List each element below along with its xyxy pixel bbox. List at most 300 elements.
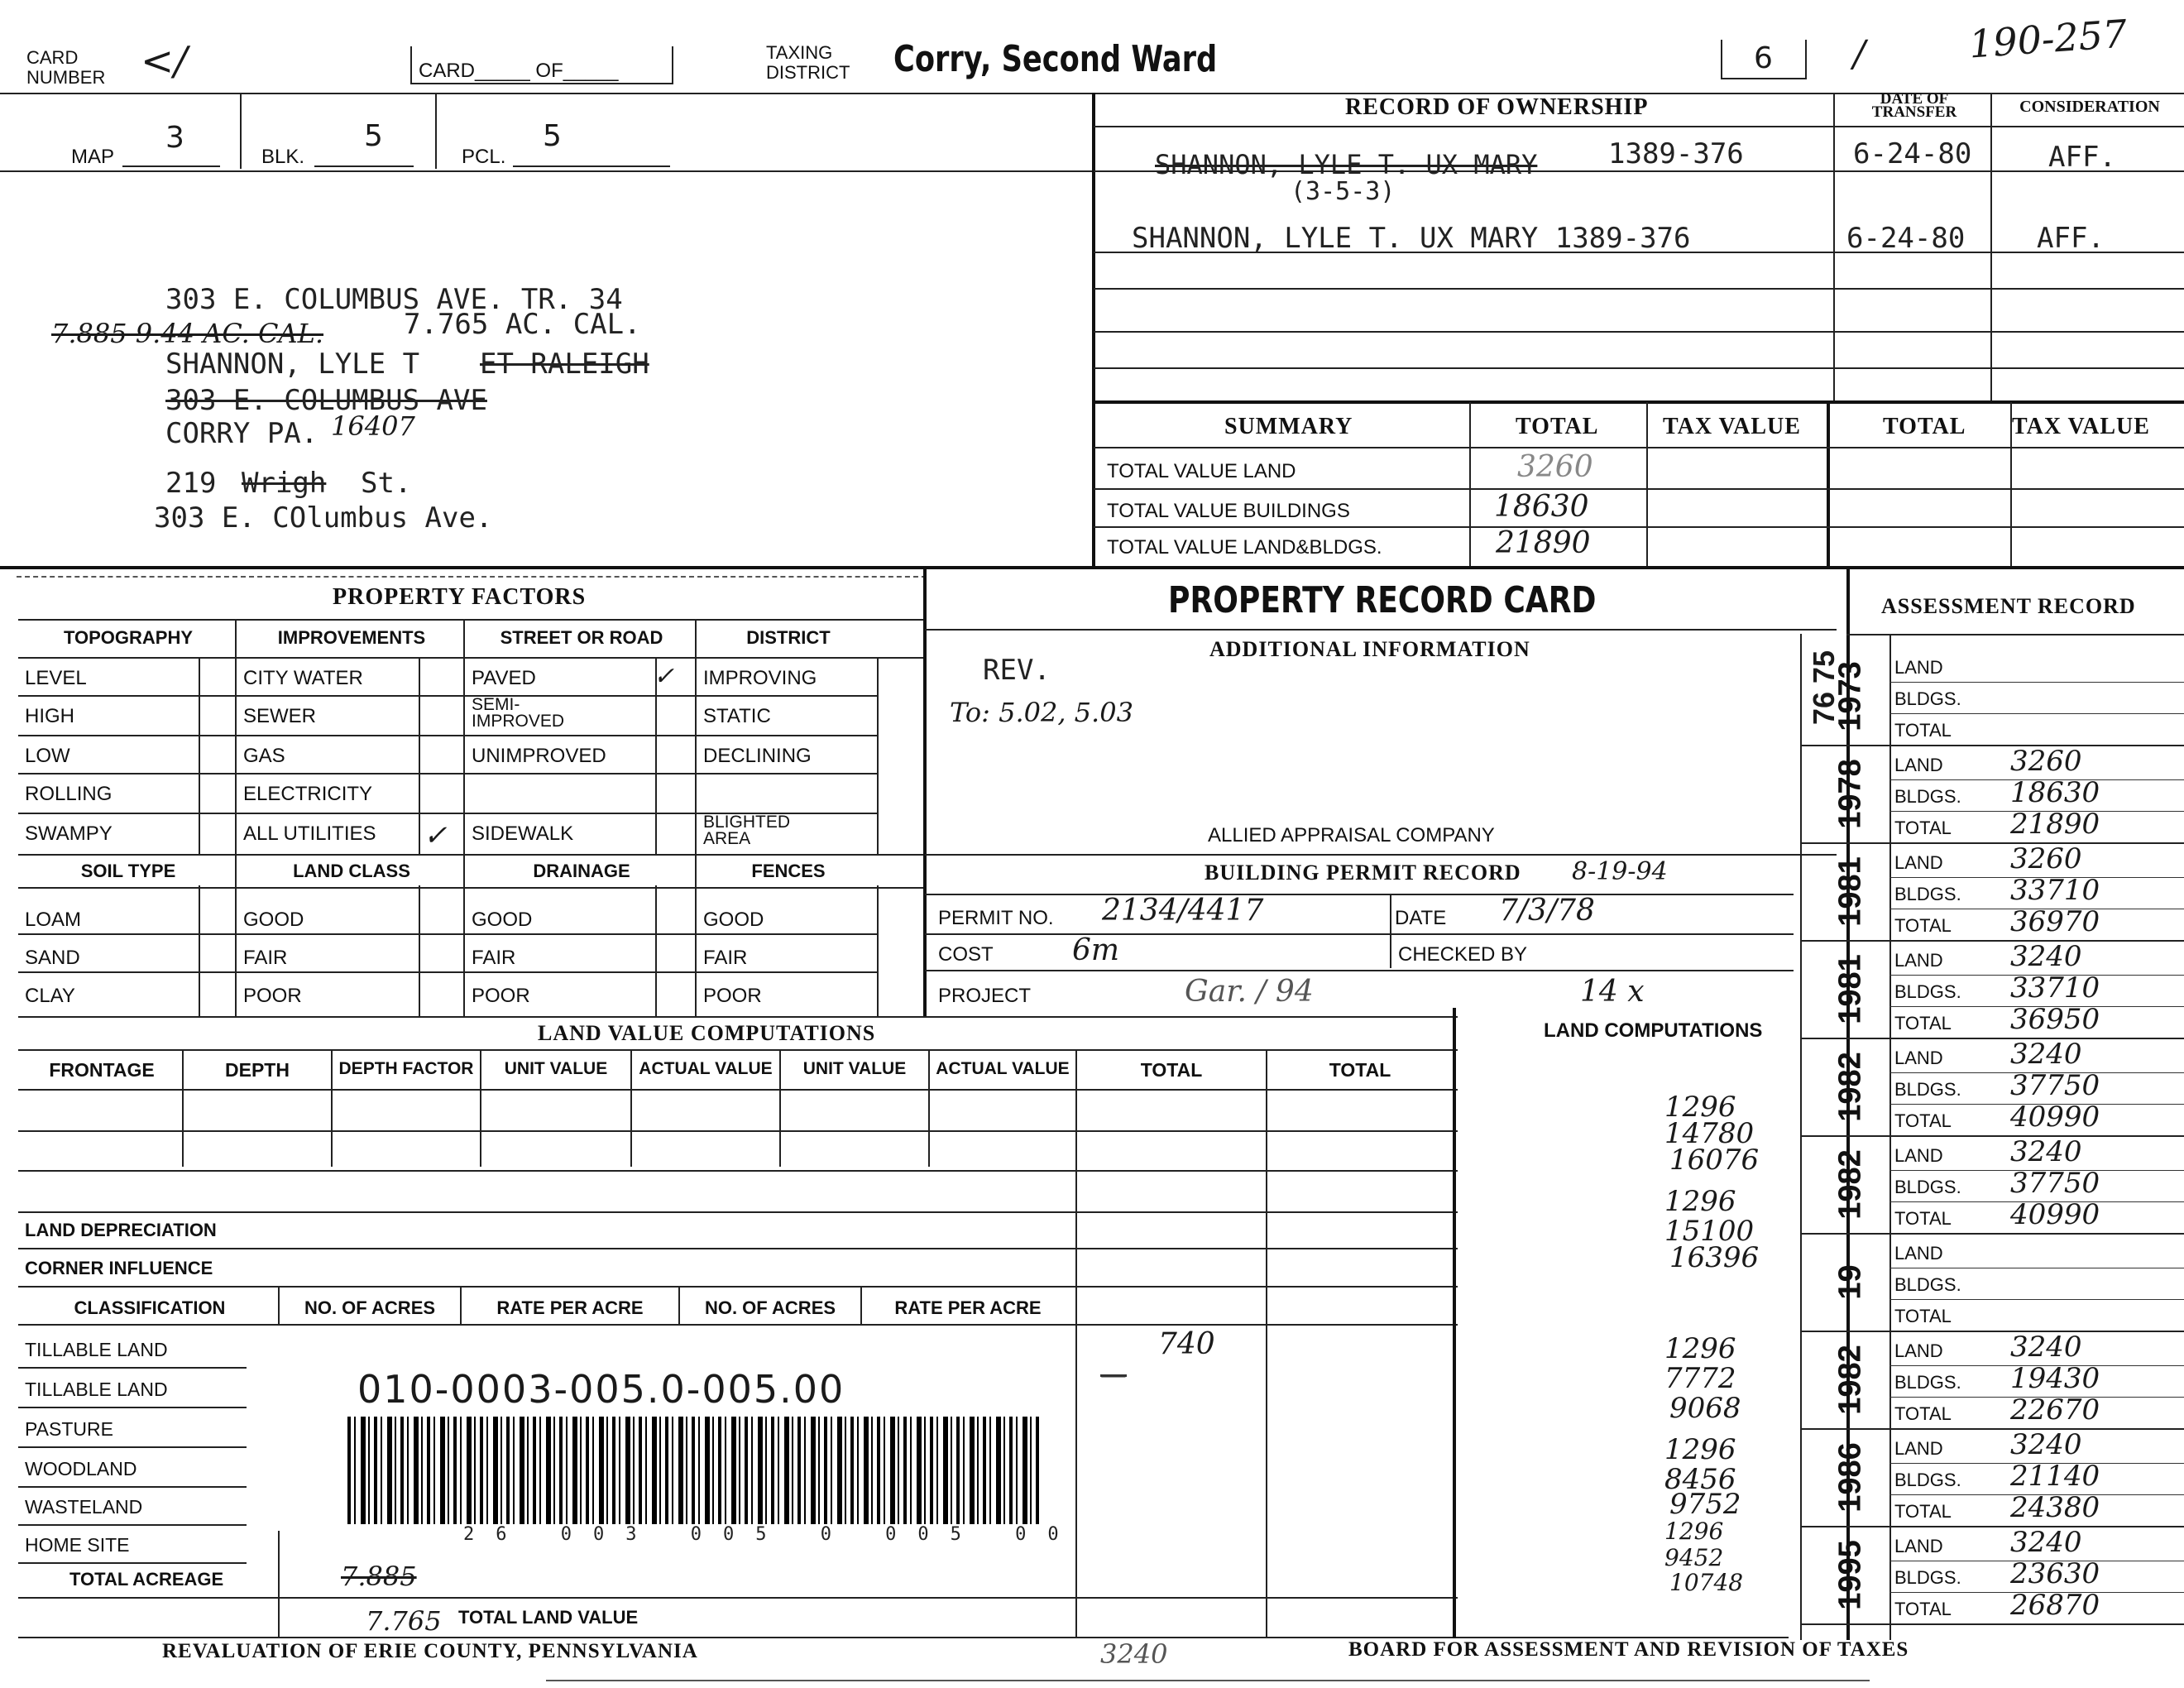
assessment-year-2: 1981	[1832, 856, 1868, 927]
assessment-land-label-7: LAND	[1894, 1340, 1943, 1361]
lv-row-rule-5	[18, 1286, 1458, 1288]
land-comp-value-11: 9752	[1669, 1488, 1741, 1521]
land-value-title: LAND VALUE COMPUTATIONS	[538, 1021, 876, 1045]
lv-row-rule-1	[18, 1130, 1458, 1132]
land-depreciation-label: LAND DEPRECIATION	[25, 1220, 217, 1240]
class-label-2: PASTURE	[25, 1418, 113, 1440]
land-value-top-rule	[18, 1016, 1458, 1018]
class-header-2: RATE PER ACRE	[496, 1297, 644, 1318]
permit-checked-label: CHECKED BY	[1398, 943, 1528, 966]
pf-check-line-7	[199, 885, 200, 1018]
permit-cost-label: COST	[938, 943, 994, 966]
lv-header-3: UNIT VALUE	[504, 1059, 608, 1078]
tillable-total-struck: —	[1100, 1359, 1127, 1390]
address-zip: 16407	[331, 410, 415, 442]
pf-check-line-4	[419, 885, 420, 1018]
assessment-year-line	[1800, 634, 1802, 1640]
land-comp-value-0: 1296	[1664, 1091, 1736, 1124]
assessment-year-5: 1982	[1832, 1149, 1868, 1220]
land-comp-value-13: 9452	[1664, 1544, 1724, 1571]
class-header-rule	[18, 1324, 1458, 1326]
allied-appraisal: ALLIED APPRAISAL COMPANY	[1208, 824, 1495, 846]
summary-rule-2	[1094, 526, 2184, 528]
lv-row-rule-4	[18, 1248, 1458, 1249]
paved-check: ✓	[654, 662, 675, 691]
map-row-rule	[0, 170, 1094, 172]
pf2-cell-1-0: SAND	[25, 947, 80, 969]
address-line-7: 303 E. COlumbus Ave.	[154, 501, 493, 535]
assessment-bldgs-label-5: BLDGS.	[1894, 1177, 1961, 1197]
assessment-title: ASSESSMENT RECORD	[1881, 594, 2136, 618]
assessment-total-label-2: TOTAL	[1894, 915, 1952, 936]
class-header-1: NO. OF ACRES	[304, 1297, 436, 1318]
lv-header-5: UNIT VALUE	[802, 1059, 907, 1078]
summary-divider-2	[1646, 402, 1648, 566]
pf-row-rule-1	[18, 695, 879, 697]
ref-number: 190-257	[1967, 11, 2129, 67]
land-comp-value-14: 10748	[1669, 1569, 1744, 1596]
assessment-year-1: 1978	[1832, 759, 1868, 829]
lv-col-line-7	[1075, 1051, 1077, 1638]
tillable-total: 740	[1158, 1327, 1215, 1361]
assessment-land-value-1: 3260	[2010, 745, 2082, 778]
ward-number: 6	[1754, 41, 1773, 75]
pcl-underline	[513, 165, 670, 167]
assessment-block-rule-3	[1800, 1038, 2184, 1039]
pf-row-rule-2	[18, 735, 879, 736]
pf-cell-2-1: GAS	[243, 745, 285, 767]
assessment-total-value-1: 21890	[2010, 808, 2100, 841]
assessment-total-value-3: 36950	[2010, 1003, 2100, 1036]
permit-row-rule-2	[925, 970, 1794, 971]
assessment-land-value-7: 3240	[2010, 1331, 2082, 1364]
assessment-bldgs-label-2: BLDGS.	[1894, 884, 1961, 904]
assessment-year-4: 1982	[1832, 1052, 1868, 1122]
pf-cell-1-0: HIGH	[25, 705, 74, 727]
taxing-district-label: TAXING DISTRICT	[766, 42, 850, 83]
assessment-total-label-0: TOTAL	[1894, 720, 1952, 741]
pf2-cell-2-3: POOR	[703, 985, 762, 1007]
assessment-land-value-9: 3240	[2010, 1526, 2082, 1559]
assessment-extra-1975: 76 75	[1807, 650, 1842, 726]
lv-header-1: DEPTH	[225, 1059, 290, 1081]
permit-project-label: PROJECT	[938, 985, 1032, 1007]
assessment-year-3: 1981	[1832, 954, 1868, 1024]
permit-date-label: DATE	[1395, 907, 1447, 929]
pf2-cell-1-2: FAIR	[472, 947, 516, 969]
summary-row-total-label: TOTAL VALUE LAND&BLDGS.	[1107, 536, 1382, 559]
summary-total-header-1: TOTAL	[1516, 414, 1599, 439]
assessment-block-rule-7	[1800, 1428, 2184, 1430]
assessment-land-label-4: LAND	[1894, 1048, 1943, 1068]
permit-project: Gar. / 94	[1185, 975, 1314, 1009]
address-line-1: 303 E. COLUMBUS AVE. TR. 34	[165, 283, 623, 316]
land-comp-value-8: 9068	[1669, 1392, 1741, 1425]
assessment-total-label-4: TOTAL	[1894, 1110, 1952, 1131]
permit-project-note: 14 x	[1580, 975, 1645, 1009]
permit-no: 2134/4417	[1102, 894, 1264, 928]
property-factors-right-border	[923, 569, 927, 1016]
assessment-total-value-4: 40990	[2010, 1101, 2100, 1134]
pf-header-0: TOPOGRAPHY	[63, 627, 194, 648]
assessment-block-rule-6	[1800, 1331, 2184, 1332]
property-record-card-title: PROPERTY RECORD CARD	[1168, 579, 1597, 621]
pf2-cell-2-1: POOR	[243, 985, 302, 1007]
map-label: MAP	[71, 146, 115, 168]
assessment-rule-0-1	[1889, 713, 2184, 714]
assessment-year-0: 1973	[1832, 661, 1868, 731]
assessment-block-rule-4	[1800, 1135, 2184, 1137]
acreage-struck: 7.885	[341, 1561, 417, 1592]
pf-cell-0-0: LEVEL	[25, 667, 87, 689]
assessment-land-label-0: LAND	[1894, 657, 1943, 678]
address-line-3-struck: ET RALEIGH	[480, 348, 649, 381]
assessment-bldgs-value-3: 33710	[2010, 971, 2100, 1005]
address-line-2: 7.765 AC. CAL.	[404, 308, 641, 341]
summary-divider-3	[1827, 402, 1830, 566]
assessment-bldgs-label-0: BLDGS.	[1894, 688, 1961, 709]
assessment-total-label-3: TOTAL	[1894, 1013, 1952, 1033]
all-utilities-check: ✓	[424, 819, 448, 852]
assessment-year-8: 1986	[1832, 1442, 1868, 1513]
assessment-total-label-8: TOTAL	[1894, 1501, 1952, 1522]
property-factors-title: PROPERTY FACTORS	[333, 584, 587, 610]
pf-cell-0-1: CITY WATER	[243, 667, 363, 689]
lv-header-8: TOTAL	[1329, 1059, 1391, 1081]
ownership-row-rule-4	[1094, 331, 2184, 333]
assessment-block-rule-5	[1800, 1233, 2184, 1235]
assessment-year-6: 19	[1832, 1264, 1868, 1300]
map-value: 3	[165, 121, 184, 155]
assessment-year-7: 1982	[1832, 1345, 1868, 1415]
pf2-cell-2-0: CLAY	[25, 985, 75, 1007]
blk-label: BLK.	[261, 146, 305, 168]
summary-tax-header-2: TAX VALUE	[2012, 414, 2150, 439]
assessment-block-rule-1	[1800, 842, 2184, 844]
assessment-rule-6-1	[1889, 1299, 2184, 1300]
assessment-rule-0-0	[1889, 682, 2184, 683]
assessment-land-value-5: 3240	[2010, 1135, 2082, 1168]
assessment-land-value-3: 3240	[2010, 940, 2082, 973]
pf-cell-3-0: ROLLING	[25, 783, 113, 805]
pf-check-line-3	[877, 885, 879, 1018]
lv-header-2: DEPTH FACTOR	[338, 1059, 474, 1078]
permit-mid-line	[1390, 895, 1391, 968]
district-name: Corry, Second Ward	[893, 38, 1218, 80]
map-divider-2	[435, 94, 437, 169]
assessment-bldgs-value-4: 37750	[2010, 1069, 2100, 1102]
footer-rule	[546, 1680, 1870, 1681]
pf-header-rule	[18, 657, 923, 659]
lv-col-line-8	[1266, 1051, 1267, 1638]
pf-header2-1: LAND CLASS	[293, 861, 410, 881]
pcl-label: PCL.	[462, 146, 506, 168]
lv-row-rule-3	[18, 1211, 1458, 1213]
permit-stamp-date: 8-19-94	[1572, 857, 1668, 886]
total-acreage-label: TOTAL ACREAGE	[69, 1569, 224, 1590]
assessment-total-label-5: TOTAL	[1894, 1208, 1952, 1229]
summary-row-bldgs-label: TOTAL VALUE BUILDINGS	[1107, 500, 1350, 522]
ownership-divider-date	[1833, 93, 1835, 400]
class-label-5: HOME SITE	[25, 1534, 130, 1556]
assessment-total-value-9: 26870	[2010, 1589, 2100, 1622]
pf-cell-3-1: ELECTRICITY	[243, 783, 373, 805]
card-title-rule	[925, 629, 1837, 631]
assessment-year-9: 1995	[1832, 1540, 1868, 1610]
assessment-land-value-8: 3240	[2010, 1428, 2082, 1461]
pf-col-line-4	[877, 657, 879, 856]
pf-col-line-3	[695, 621, 697, 1018]
map-divider-1	[240, 94, 242, 169]
permit-title: BUILDING PERMIT RECORD	[1205, 861, 1521, 885]
pf-cell-4-2: SIDEWALK	[472, 822, 574, 845]
ref-dash: /	[1853, 33, 1866, 75]
pf-header2-0: SOIL TYPE	[80, 861, 176, 881]
lv-header-7: TOTAL	[1140, 1059, 1203, 1081]
pf-header2-3: FENCES	[751, 861, 826, 881]
land-comp-value-7: 7772	[1664, 1362, 1736, 1395]
assessment-bldgs-label-8: BLDGS.	[1894, 1470, 1961, 1490]
additional-info-bottom-rule	[925, 854, 1837, 856]
pf-col-line-2	[463, 621, 465, 1018]
class-underline-2	[18, 1446, 247, 1448]
permit-row-rule-1	[925, 933, 1794, 935]
class-underline-1	[18, 1407, 247, 1408]
lv-row-rule-2	[18, 1170, 1458, 1172]
ownership-row-rule-1	[1094, 170, 2184, 172]
lv-bottom-rule	[18, 1597, 1458, 1599]
class-underline-5	[18, 1562, 247, 1564]
land-comp-value-5: 16396	[1669, 1241, 1760, 1274]
land-value-title-rule	[18, 1049, 1458, 1051]
owner-row-2-date: 6-24-80	[1846, 222, 1966, 255]
address-line-5: CORRY PA.	[165, 417, 318, 450]
pf-rule-soil-top	[18, 854, 923, 856]
assessment-land-label-2: LAND	[1894, 852, 1943, 873]
map-underline	[122, 165, 220, 167]
pf-check-line-6	[199, 657, 200, 856]
ownership-row-rule-3	[1094, 288, 2184, 290]
assessment-land-label-1: LAND	[1894, 755, 1943, 775]
assessment-label-line	[1889, 634, 1891, 1640]
additional-info-title: ADDITIONAL INFORMATION	[1209, 637, 1530, 661]
pf-col-line-1	[235, 621, 237, 1018]
date-transfer-header: DATE OF TRANSFER	[1871, 90, 1957, 121]
card-number-value: </	[141, 38, 188, 84]
summary-top-rule	[1094, 400, 2184, 404]
class-underline-4	[18, 1524, 247, 1526]
summary-row-land-label: TOTAL VALUE LAND	[1107, 460, 1296, 482]
assessment-bldgs-label-1: BLDGS.	[1894, 786, 1961, 807]
owner-row-2-name: SHANNON, LYLE T. UX MARY 1389-376	[1132, 222, 1691, 255]
lv-header-4: ACTUAL VALUE	[639, 1059, 773, 1078]
assessment-total-label-6: TOTAL	[1894, 1306, 1952, 1326]
footer-center: 3240	[1100, 1638, 1168, 1670]
land-comp-value-9: 1296	[1664, 1433, 1736, 1466]
assessment-land-label-5: LAND	[1894, 1145, 1943, 1166]
barcode-text: 010-0003-005.0-005.00	[357, 1367, 845, 1412]
assessment-block-rule-0	[1800, 745, 2184, 746]
assessment-bldgs-value-2: 33710	[2010, 874, 2100, 907]
lv-right-border	[1453, 1008, 1456, 1638]
pf-row-rule-3	[18, 773, 879, 774]
ownership-header-rule	[1094, 126, 2184, 127]
summary-row-land-total: 3260	[1517, 450, 1593, 484]
pf2-cell-2-2: POOR	[472, 985, 530, 1007]
class-label-3: WOODLAND	[25, 1458, 137, 1479]
assessment-bldgs-value-5: 37750	[2010, 1167, 2100, 1200]
middle-rule	[0, 566, 2184, 569]
class-underline-3	[18, 1486, 247, 1488]
pf2-cell-0-1: GOOD	[243, 909, 304, 931]
permit-date: 7/3/78	[1499, 894, 1595, 928]
summary-tax-header-1: TAX VALUE	[1663, 414, 1801, 439]
address-line-6-struck: Wrigh	[242, 467, 327, 500]
middle-rule-thin	[17, 576, 927, 578]
assessment-total-label-7: TOTAL	[1894, 1403, 1952, 1424]
class-col-line-5	[278, 1531, 280, 1637]
assessment-land-label-3: LAND	[1894, 950, 1943, 971]
owner-row-1-consideration: AFF.	[2048, 141, 2116, 174]
address-line-2-struck: 7.885 9.44 AC. CAL.	[51, 318, 324, 349]
card-of-label: CARD_____ OF_____	[419, 60, 619, 82]
pf-cell-2-2: UNIMPROVED	[472, 745, 606, 767]
pf-cell-4-0: SWAMPY	[25, 822, 113, 845]
barcode	[347, 1417, 1042, 1524]
pf-header-3: DISTRICT	[746, 627, 831, 648]
class-label-0: TILLABLE LAND	[25, 1339, 168, 1360]
summary-header-rule	[1094, 447, 2184, 448]
summary-row-bldgs-total: 18630	[1494, 490, 1589, 524]
pf-check-line-1	[419, 657, 420, 856]
assessment-total-value-2: 36970	[2010, 905, 2100, 938]
assessment-bldgs-label-7: BLDGS.	[1894, 1372, 1961, 1393]
class-header-0: CLASSIFICATION	[74, 1297, 226, 1318]
summary-total-header-2: TOTAL	[1883, 414, 1966, 439]
assessment-block-rule-8	[1800, 1526, 2184, 1527]
assessment-land-value-2: 3260	[2010, 842, 2082, 875]
land-comp-value-6: 1296	[1664, 1332, 1736, 1365]
additional-info-rev: REV.	[983, 654, 1051, 687]
blk-value: 5	[364, 119, 383, 153]
summary-divider-1	[1469, 402, 1471, 566]
lv-header-0: FRONTAGE	[49, 1059, 155, 1081]
assessment-bldgs-value-9: 23630	[2010, 1557, 2100, 1590]
consideration-header: CONSIDERATION	[2019, 98, 2160, 116]
pf-header2-2: DRAINAGE	[533, 861, 630, 881]
ownership-left-border	[1092, 93, 1095, 568]
pf-cell-1-3: STATIC	[703, 705, 771, 727]
class-label-4: WASTELAND	[25, 1496, 143, 1518]
pf-cell-0-2: PAVED	[472, 667, 536, 689]
pf2-cell-1-1: FAIR	[243, 947, 288, 969]
assessment-bldgs-value-8: 21140	[2010, 1460, 2100, 1493]
land-comp-value-3: 1296	[1664, 1185, 1736, 1218]
assessment-bldgs-label-3: BLDGS.	[1894, 981, 1961, 1002]
assessment-bldgs-value-7: 19430	[2010, 1362, 2100, 1395]
class-header-3: NO. OF ACRES	[704, 1297, 836, 1318]
pf-cell-4-3: BLIGHTED AREA	[703, 813, 791, 848]
address-line-3: SHANNON, LYLE T	[165, 348, 420, 381]
pf-cell-1-1: SEWER	[243, 705, 317, 727]
assessment-bldgs-label-9: BLDGS.	[1894, 1567, 1961, 1588]
owner-row-1-name: SHANNON, LYLE T. UX MARY	[1155, 149, 1538, 180]
pf2-cell-0-0: LOAM	[25, 909, 82, 931]
pf-header-1: IMPROVEMENTS	[277, 627, 426, 648]
land-comp-value-10: 8456	[1664, 1463, 1736, 1496]
assessment-total-value-7: 22670	[2010, 1393, 2100, 1427]
permit-title-rule	[925, 894, 1794, 895]
pf-header-2: STREET OR ROAD	[500, 627, 663, 648]
owner-row-1-note: (3-5-3)	[1291, 177, 1396, 206]
summary-rule-1	[1094, 488, 2184, 490]
barcode-bottom-text: 26 003 005 0 005 00	[463, 1524, 1080, 1545]
pf2-row-rule-1	[18, 933, 879, 935]
permit-no-label: PERMIT NO.	[938, 907, 1054, 929]
blk-underline	[314, 165, 414, 167]
assessment-total-label-1: TOTAL	[1894, 818, 1952, 838]
permit-cost: 6m	[1072, 933, 1120, 967]
pf2-cell-0-3: GOOD	[703, 909, 764, 931]
pf-check-line-5	[655, 885, 657, 1018]
assessment-total-value-8: 24380	[2010, 1491, 2100, 1524]
pf-cell-1-2: SEMI- IMPROVED	[472, 695, 565, 731]
address-line-6-rest: St.	[361, 467, 412, 500]
pf-row-rule-4	[18, 813, 879, 814]
lv-header-rule	[18, 1089, 1458, 1091]
pcl-value: 5	[543, 119, 562, 153]
assessment-bldgs-label-6: BLDGS.	[1894, 1274, 1961, 1295]
pf-cell-4-1: ALL UTILITIES	[243, 822, 376, 845]
pf-rule-soil-header	[18, 887, 923, 889]
assessment-total-label-9: TOTAL	[1894, 1599, 1952, 1619]
pf-cell-0-3: IMPROVING	[703, 667, 817, 689]
pf-title-rule	[18, 619, 923, 621]
footer-left: REVALUATION OF ERIE COUNTY, PENNSYLVANIA	[162, 1640, 698, 1662]
corner-influence-label: CORNER INFLUENCE	[25, 1258, 213, 1278]
assessment-land-value-4: 3240	[2010, 1038, 2082, 1071]
summary-title: SUMMARY	[1224, 414, 1353, 439]
owner-row-1-deed: 1389-376	[1608, 137, 1744, 170]
class-underline-0	[18, 1367, 247, 1369]
lv-header-6: ACTUAL VALUE	[936, 1059, 1070, 1078]
assessment-bldgs-label-4: BLDGS.	[1894, 1079, 1961, 1100]
owner-row-2-consideration: AFF.	[2037, 222, 2105, 255]
footer-right: BOARD FOR ASSESSMENT AND REVISION OF TAXES	[1348, 1638, 1909, 1661]
assessment-block-rule-2	[1800, 940, 2184, 942]
address-line-6-num: 219	[165, 467, 217, 500]
pf2-cell-0-2: GOOD	[472, 909, 533, 931]
land-comp-value-12: 1296	[1664, 1518, 1724, 1545]
pf-cell-2-3: DECLINING	[703, 745, 812, 767]
land-comp-value-1: 14780	[1664, 1117, 1755, 1150]
owner-row-1-date: 6-24-80	[1853, 137, 1972, 170]
ownership-row-rule-2	[1094, 252, 2184, 253]
total-land-value-label: TOTAL LAND VALUE	[458, 1607, 639, 1628]
pf-cell-2-0: LOW	[25, 745, 70, 767]
summary-divider-4	[2010, 402, 2012, 566]
class-header-4: RATE PER ACRE	[894, 1297, 1042, 1318]
land-computations-title: LAND COMPUTATIONS	[1544, 1019, 1763, 1042]
pf2-cell-1-3: FAIR	[703, 947, 748, 969]
assessment-block-rule-9	[1800, 1623, 2184, 1625]
assessment-bldgs-value-1: 18630	[2010, 776, 2100, 809]
land-comp-value-4: 15100	[1664, 1215, 1755, 1248]
ownership-row-rule-5	[1094, 367, 2184, 369]
ownership-title: RECORD OF OWNERSHIP	[1345, 94, 1649, 120]
assessment-land-label-9: LAND	[1894, 1536, 1943, 1556]
ownership-divider-consideration	[1990, 93, 1992, 400]
